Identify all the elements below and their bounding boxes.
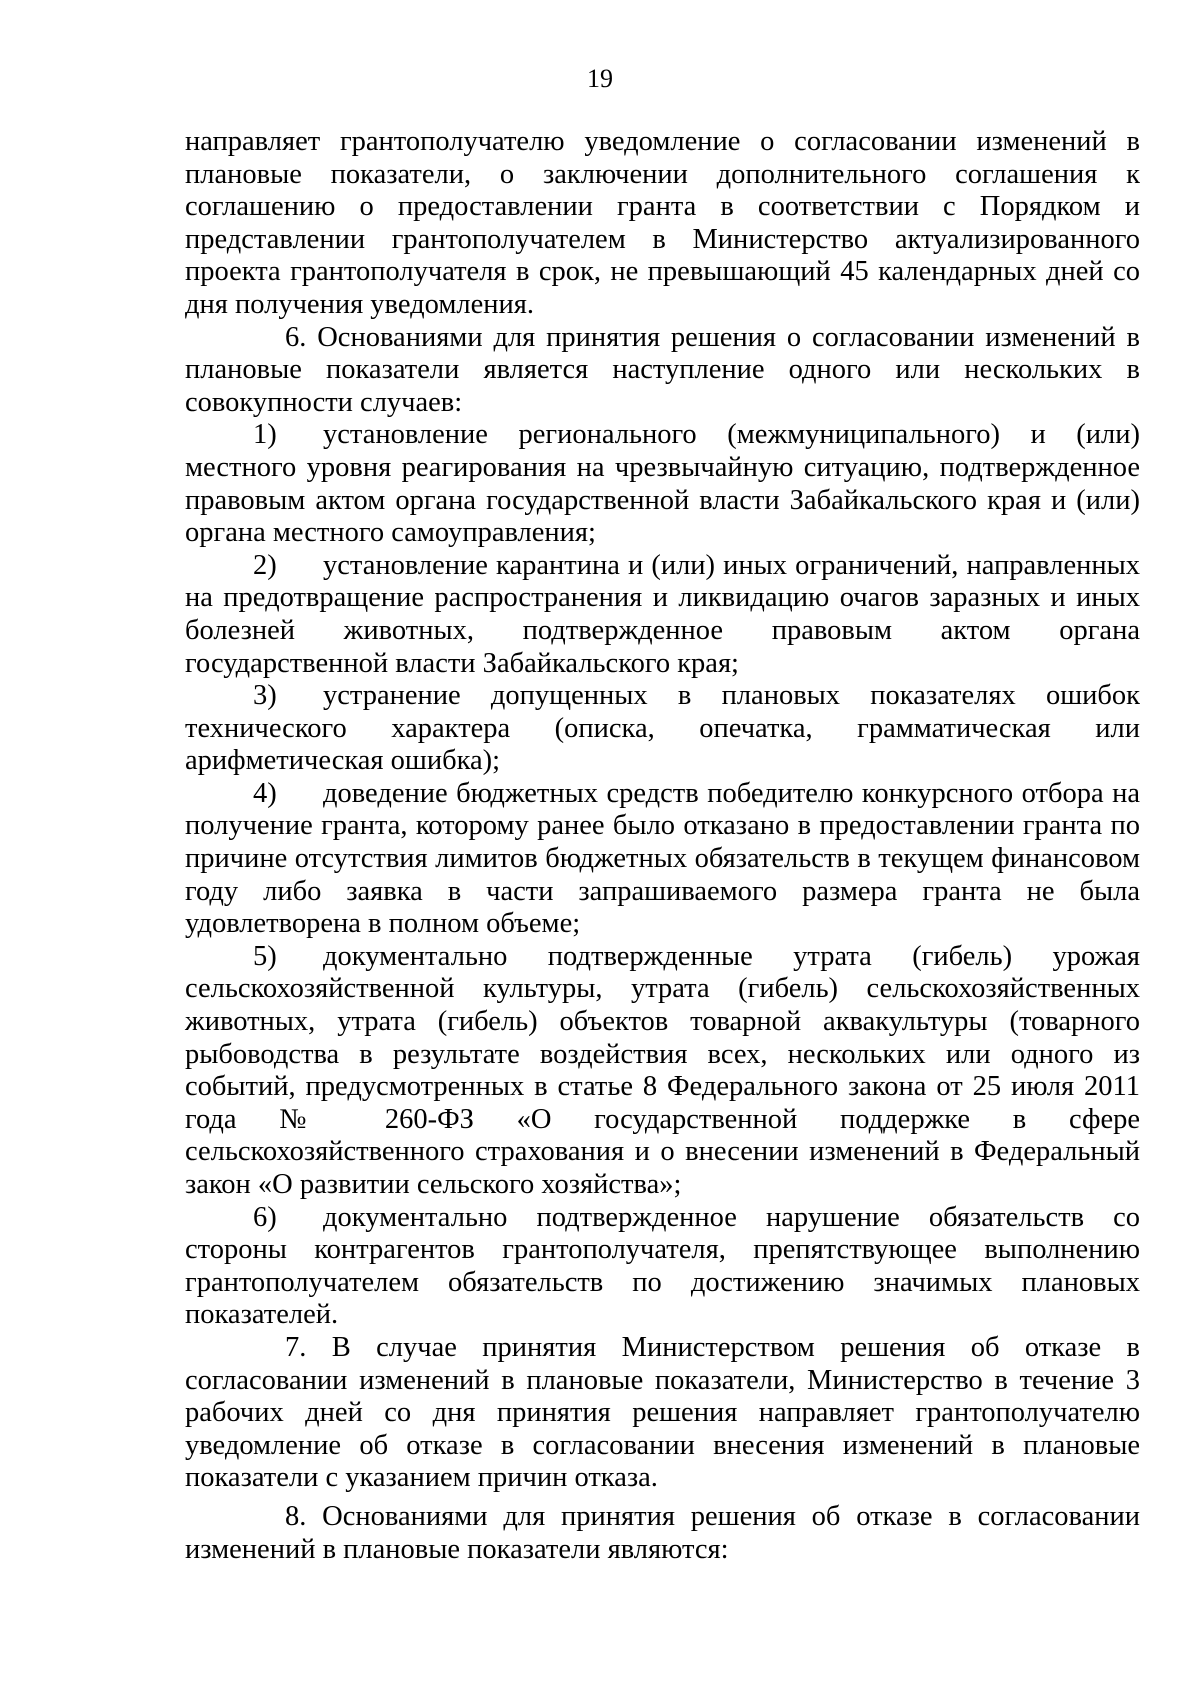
list-item	[185, 778, 1140, 941]
list-item	[185, 941, 1140, 1202]
continuation-paragraph: направляет грантополучателю уведомление о согласовании изменений в плановые показатели, о заключении дополнительного соглашения к соглашению о предоставлении гранта в соответствии с Порядком и представлении грантополучателем в Министерство актуализированного проекта грантополучателя в срок, не превышающий 45 календарных дней со дня получения уведомления.	[185, 126, 1140, 320]
section-7-paragraph: 7. В случае принятия Министерством решения об отказе в согласовании изменений в плановые показатели, Министерство в течение 3 рабочих дней со дня принятия решения направляет грантополучателю уведомление об отказе в согласовании внесения изменений в плановые показатели с указанием причин отказа.	[185, 1331, 1140, 1494]
list-item-number: 4)	[253, 777, 277, 809]
document-body	[185, 126, 1140, 1566]
list-item	[185, 1202, 1140, 1332]
list-item-text: документально подтвержденное нарушение обязательств со стороны контрагентов грантополучателя, препятствующее выполнению грантополучателем обязательств по достижению значимых плановых показателей.	[185, 1201, 1140, 1331]
section-8-paragraph: 8. Основаниями для принятия решения об отказе в согласовании изменений в плановые показатели являются:	[185, 1500, 1140, 1565]
list-item-number: 3)	[253, 680, 277, 712]
list-item-text: документально подтвержденные утрата (гибель) урожая сельскохозяйственной культуры, утрата (гибель) сельскохозяйственных животных, утрата (гибель) объектов товарной аквакультуры (товарного рыбоводства в результате воздействия всех, нескольких или одного из событий, предусмотренных в статье 8 Федерального закона от 25 июля 2011 года № 260-ФЗ «О государственной поддержке в сфере сельскохозяйственного страхования и о внесении изменений в Федеральный закон «О развитии сельского хозяйства»;	[185, 940, 1140, 1200]
section-6-paragraph: 6. Основаниями для принятия решения о согласовании изменений в плановые показатели является наступление одного или нескольких в совокупности случаев:	[185, 321, 1140, 418]
list-item-text: установление регионального (межмуниципального) и (или) местного уровня реагирования на чрезвычайную ситуацию, подтвержденное правовым актом органа государственной власти Забайкальского края и (или) органа местного самоуправления;	[185, 419, 1140, 549]
list-item	[185, 419, 1140, 549]
list-item-text: устранение допущенных в плановых показателях ошибок технического характера (описка, опечатка, грамматическая или арифметическая ошибка);	[185, 680, 1140, 777]
list-item-number: 6)	[253, 1201, 277, 1233]
list-item-number: 5)	[253, 940, 277, 972]
list-item-number: 2)	[253, 549, 277, 581]
list-item-number: 1)	[253, 419, 277, 451]
list-item-text: установление карантина и (или) иных ограничений, направленных на предотвращение распространения и ликвидацию очагов заразных и иных болезней животных, подтвержденное правовым актом органа государственной власти Забайкальского края;	[185, 549, 1140, 679]
page-number: 19	[587, 64, 613, 93]
list-item-text: доведение бюджетных средств победителю конкурсного отбора на получение гранта, которому ранее было отказано в предоставлении гранта по причине отсутствия лимитов бюджетных обязательств в текущем финансовом году либо заявка в части запрашиваемого размера гранта не была удовлетворена в полном объеме;	[185, 777, 1140, 940]
list-item	[185, 680, 1140, 778]
list-item	[185, 550, 1140, 680]
